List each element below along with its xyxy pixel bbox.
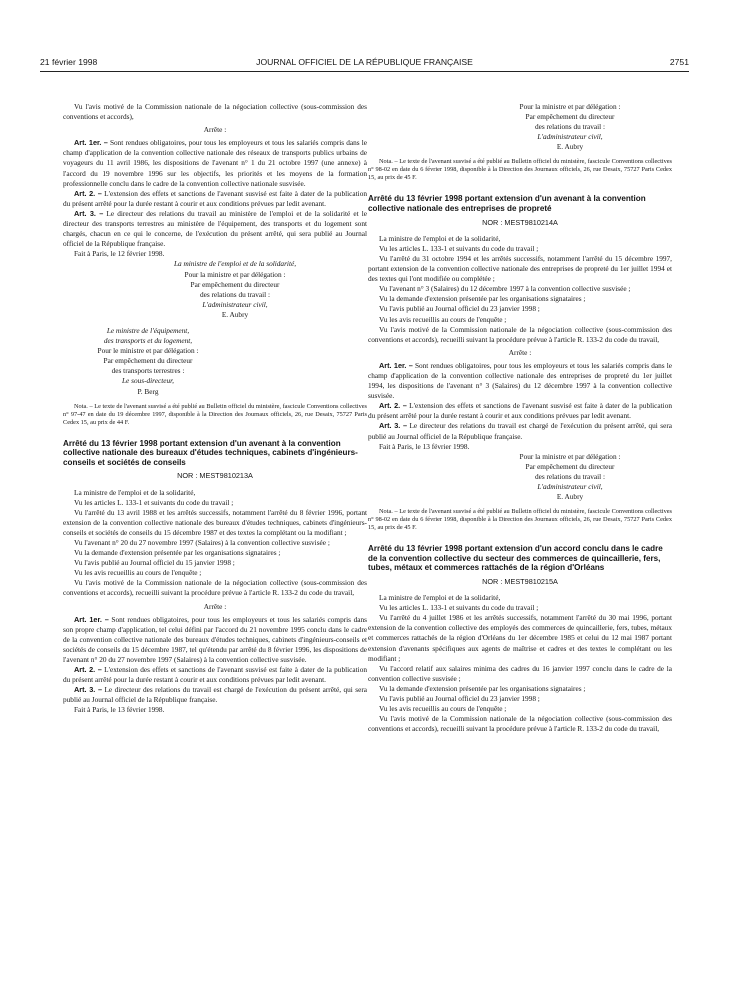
article-label: Art. 3. –	[379, 421, 408, 431]
article-text: Sont rendues obligatoires, pour tous les employeurs et tous les salariés compris dans le champ d'application de la convention collective nationale des entreprises de propreté du 1er juillet 1994, les dispositions de l'avenant n° 3 (Salaires) du 12 décembre 1997 à la convention collective susvisée.	[368, 360, 672, 401]
signature-line: La ministre de l'emploi et de la solidarité,	[173, 259, 297, 269]
visa: Vu l'avis motivé de la Commission nationale de la négociation collective (sous-commission des conventions et accords), recueilli suivant la procédure prévue à l'article R. 133-2 du code du travail,	[368, 714, 672, 734]
article-1	[368, 361, 672, 401]
visa: Vu la demande d'extension présentée par les organisations signataires ;	[379, 294, 586, 304]
article-2	[63, 665, 367, 685]
article-text: Le directeur des relations du travail au ministère de l'emploi et de la solidarité et le directeur des transports terrestres au ministère de l'équipement, des transports et du logement sont chargés, chacun en ce qui le concerne, de l'exécution du présent arrêté, qui sera publié au Journal officiel de la République française.	[63, 208, 367, 249]
fait-line: Fait à Paris, le 13 février 1998.	[379, 441, 470, 451]
visa: Vu l'avis motivé de la Commission nationale de la négociation collective (sous-commission des conventions et accords), recueilli suivant la procédure prévue à l'article R. 133-2 du code du travail,	[63, 578, 367, 598]
article-label: Art. 1er. –	[379, 360, 413, 370]
signature-line: Par empêchement du directeur	[190, 279, 280, 289]
arrete-heading: Arrête :	[508, 347, 532, 357]
nor-reference: NOR : MEST9810214A	[482, 217, 558, 227]
signature-line: Par empêchement du directeur	[103, 356, 193, 366]
article-text: L'extension des effets et sanctions de l'avenant susvisé est faite à dater de la publication du présent arrêté pour la durée restant à courir et aux conditions prévues par ledit avenant.	[368, 401, 672, 421]
visa: Vu l'avis publié au Journal officiel du 15 janvier 1998 ;	[74, 558, 235, 568]
visa: Vu les articles L. 133-1 et suivants du code du travail ;	[379, 243, 539, 253]
visa: Vu les avis recueillis au cours de l'enquête ;	[379, 704, 507, 714]
arrete-heading: Arrête :	[203, 125, 227, 135]
article-label: Art. 3. –	[74, 685, 103, 695]
signature-line: Le sous-directeur,	[121, 376, 175, 386]
article-1	[63, 615, 367, 665]
signature-line: des transports et du logement,	[103, 336, 193, 346]
article-text: L'extension des effets et sanctions de l'avenant susvisé est faite à dater de la publication du présent arrêté pour la durée restant à courir et aux conditions prévues par ledit avenant.	[63, 188, 367, 208]
visa: Vu l'avenant n° 3 (Salaires) du 12 décembre 1997 à la convention collective susvisée ;	[379, 284, 631, 294]
article-text: Le directeur des relations du travail est chargé de l'exécution du présent arrêté, qui sera publié au Journal officiel de la République française.	[63, 685, 368, 705]
visa: La ministre de l'emploi et de la solidarité,	[379, 233, 501, 243]
article-3	[63, 685, 367, 705]
visa: Vu les avis recueillis au cours de l'enquête ;	[379, 314, 507, 324]
visa: Vu l'arrêté du 4 juillet 1986 et les arrêtés successifs, notamment l'arrêté du 30 mai 1996, portant extension de la convention collective des employés des commerces de quincaillerie, fers, tubes, métaux et commerces rattachés de la région d'Orléans du 1er décembre 1985 et celui du 12 mai 1987 portant extension d'avenants spécifiques aux agents de maîtrise et cadres et des textes le complétant ou les modifiant ;	[368, 613, 672, 663]
article-label: Art. 3. –	[74, 208, 104, 218]
visa: Vu la demande d'extension présentée par les organisations signataires ;	[379, 683, 586, 693]
signature-name: P. Berg	[137, 386, 159, 396]
signature-line: Par empêchement du directeur	[525, 461, 615, 471]
fait-line: Fait à Paris, le 13 février 1998.	[74, 705, 165, 715]
fait-line: Fait à Paris, le 12 février 1998.	[74, 249, 165, 259]
decree-title: Arrêté du 13 février 1998 portant extension d'un avenant à la convention collective nationale des bureaux d'études techniques, cabinets d'ingénieurs-conseils et sociétés de conseils	[63, 438, 358, 467]
article-label: Art. 2. –	[74, 665, 102, 675]
nor-reference: NOR : MEST9810213A	[177, 471, 253, 481]
article-2	[63, 189, 367, 209]
signature-line: Pour la ministre et par délégation :	[519, 451, 621, 461]
signature-line: L'administrateur civil,	[202, 299, 268, 309]
journal-title: JOURNAL OFFICIEL DE LA RÉPUBLIQUE FRANÇAISE	[256, 57, 473, 67]
article-3	[63, 209, 367, 249]
article-text: Sont rendues obligatoires, pour tous les employeurs et tous les salariés compris dans le champ d'application de la convention collective nationale des réseaux de transports publics urbains de voyageurs du 11 avril 1986, les dispositions de l'avenant n° 1 du 21 octobre 1997 (une annexe) à l'accord du 19 novembre 1996 sur les objectifs, les priorités et les moyens de la formation professionnelle conclu dans le cadre de la convention collective nationale susvisée.	[63, 138, 367, 188]
header-date: 21 février 1998	[40, 57, 98, 67]
article-label: Art. 2. –	[379, 401, 407, 411]
visa: Vu les avis recueillis au cours de l'enquête ;	[74, 568, 202, 578]
page-header	[40, 57, 689, 71]
paragraph: Vu l'avis motivé de la Commission nationale de la négociation collective (sous-commission des conventions et accords),	[63, 102, 367, 122]
visa: Vu l'accord relatif aux salaires minima des cadres du 16 janvier 1997 conclu dans le cadre de la convention collective susvisée ;	[368, 663, 672, 683]
signature-block-top	[468, 102, 672, 152]
signature-line: des relations du travail :	[534, 471, 606, 481]
visa: La ministre de l'emploi et de la solidarité,	[74, 487, 196, 497]
visa: Vu la demande d'extension présentée par les organisations signataires ;	[74, 548, 281, 558]
signature-line: des relations du travail :	[199, 289, 271, 299]
article-text: L'extension des effets et sanctions de l'avenant susvisé est faite à dater de la publication du présent arrêté pour la durée restant à courir et aux conditions prévues par ledit avenant.	[63, 665, 367, 685]
signature-line: L'administrateur civil,	[537, 482, 603, 491]
visa: Vu l'avis publié au Journal officiel du 23 janvier 1998 ;	[379, 694, 540, 703]
decree-title: Arrêté du 13 février 1998 portant extension d'un avenant à la convention collective nationale des entreprises de propreté	[368, 194, 646, 214]
signature-line: Pour la ministre et par délégation :	[519, 102, 621, 111]
visa: La ministre de l'emploi et de la solidarité,	[379, 593, 501, 603]
signature-name: E. Aubry	[221, 309, 249, 319]
article-label: Art. 1er. –	[74, 138, 108, 148]
signature-line: Par empêchement du directeur	[525, 112, 615, 122]
visa: Vu l'arrêté du 31 octobre 1994 et les arrêtés successifs, notamment l'arrêté du 15 décembre 1997, portant extension de la convention collective nationale des entreprises de propreté du 1er juillet 1994 et des textes qui l'ont modifiée ou complétée ;	[368, 253, 672, 284]
visa: Vu l'avenant n° 20 du 27 novembre 1997 (Salaires) à la convention collective susvisée ;	[74, 537, 330, 547]
nota: Nota. – Le texte de l'avenant susvisé a été publié au Bulletin officiel du ministère, fascicule Conventions collectives n° 98-02 en date du 6 février 1998, disponible à la Direction des Journaux officiels, 26, rue Desaix, 75727 Paris Cedex 15, au prix de 45 F.	[368, 158, 672, 182]
article-text: Sont rendues obligatoires, pour tous les employeurs et tous les salariés compris dans son propre champ d'application, tel celui défini par l'accord du 21 novembre 1995 conclu dans le cadre de la convention collective nationale des bureaux d'études techniques, cabinets d'ingénieurs-conseils et sociétés de conseils du 15 décembre 1987, tel qu'étendu par arrêté du 8 février 1996, les dispositions de l'avenant n° 20 du 27 novembre 1997 (Salaires) à la convention collective susvisée.	[63, 614, 367, 664]
nor-reference: NOR : MEST9810215A	[482, 576, 558, 586]
visa: Vu l'avis publié au Journal officiel du 23 janvier 1998 ;	[379, 304, 540, 314]
signature-line: Pour le ministre et par délégation :	[97, 346, 199, 356]
article-text: Le directeur des relations du travail est chargé de l'exécution du présent arrêté, qui sera publié au Journal officiel de la République française.	[368, 421, 673, 441]
signature-block-1	[103, 259, 367, 320]
article-label: Art. 2. –	[74, 188, 102, 198]
visa: Vu les articles L. 133-1 et suivants du code du travail ;	[74, 497, 234, 507]
signature-line: L'administrateur civil,	[537, 132, 603, 142]
decree-title: Arrêté du 13 février 1998 portant extension d'un accord conclu dans le cadre de la convention collective du secteur des commerces de quincaillerie, fers, tubes, métaux et commerces rattachés de la région d'Orléans	[368, 544, 663, 573]
right-column	[368, 102, 672, 734]
signature-line: Pour la ministre et par délégation :	[184, 269, 286, 279]
signature-name: E. Aubry	[556, 492, 584, 502]
signature-line: des transports terrestres :	[111, 366, 185, 376]
signature-name: E. Aubry	[556, 142, 584, 152]
signature-block-2	[63, 326, 233, 397]
article-label: Art. 1er. –	[74, 614, 109, 624]
visa: Vu l'arrêté du 13 avril 1988 et les arrêtés successifs, notamment l'arrêté du 8 février 1996, portant extension de la convention collective nationale des bureaux d'études techniques, cabinets d'ingénieurs-conseils et sociétés de conseils du 15 décembre 1987 et des textes la complétant ou la modifiant ;	[63, 507, 367, 537]
nota: Nota. – Le texte de l'avenant susvisé a été publié au Bulletin officiel du ministère, fascicule Conventions collectives n° 97-47 en date du 19 décembre 1997, disponible à la Direction des Journaux officiels, 26, rue Desaix, 75727 Paris Cedex 15, au prix de 44 F.	[63, 402, 367, 426]
visa: Vu l'avis motivé de la Commission nationale de la négociation collective (sous-commission des conventions et accords), recueilli suivant la procédure prévue à l'article R. 133-2 du code du travail,	[368, 324, 672, 344]
nota: Nota. – Le texte de l'avenant susvisé a été publié au Bulletin officiel du ministère, fascicule Conventions collectives n° 98-02 en date du 6 février 1998, disponible à la Direction des Journaux officiels, 26, rue Desaix, 75727 Paris Cedex 15, au prix de 45 F.	[368, 508, 672, 532]
signature-line: Le ministre de l'équipement,	[106, 325, 190, 335]
article-3	[368, 421, 672, 441]
visa: Vu les articles L. 133-1 et suivants du code du travail ;	[379, 603, 539, 613]
left-column	[63, 102, 367, 716]
page-number: 2751	[669, 57, 689, 67]
article-2	[368, 401, 672, 421]
article-1	[63, 138, 367, 188]
header-rule	[40, 71, 689, 72]
signature-line: des relations du travail :	[534, 122, 606, 132]
signature-block-3	[468, 452, 672, 502]
arrete-heading: Arrête :	[203, 601, 227, 611]
